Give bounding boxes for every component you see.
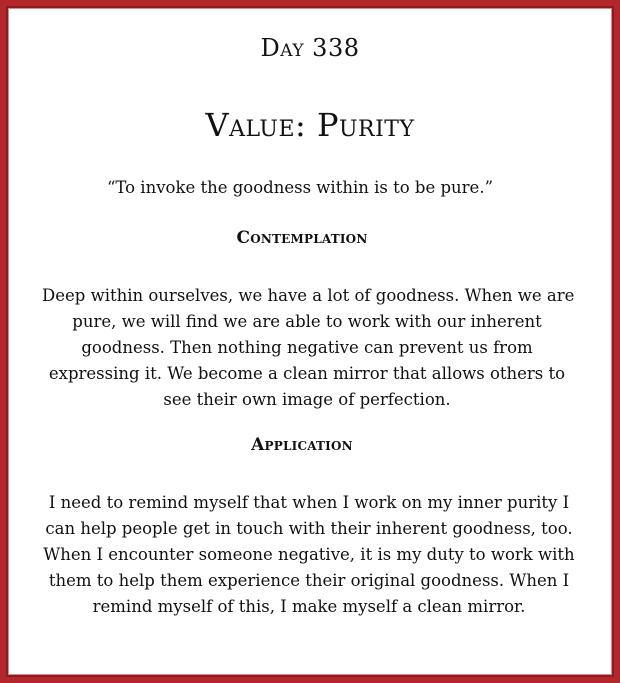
application-line: remind myself of this, I make myself a clean mirror. <box>92 597 526 616</box>
contemplation-heading: Contemplation <box>236 228 368 248</box>
contemplation-line: pure, we will find we are able to work with our inherent <box>72 312 542 331</box>
application-line: can help people get in touch with their inherent goodness, too. <box>45 519 573 538</box>
application-line: I need to remind myself that when I work on my inner purity I <box>48 493 570 512</box>
application-line: them to help them experience their original goodness. When I <box>48 571 570 590</box>
application-line: When I encounter someone negative, it is my duty to work with <box>43 545 575 564</box>
application-paragraph <box>30 490 588 620</box>
contemplation-line: Deep within ourselves, we have a lot of goodness. When we are <box>42 286 575 305</box>
value-title: Value: Purity <box>205 106 415 144</box>
contemplation-line: goodness. Then nothing negative can prevent us from <box>81 338 533 357</box>
quote: “To invoke the goodness within is to be pure.” <box>106 178 494 197</box>
day-label: Day 338 <box>260 34 360 62</box>
contemplation-paragraph <box>42 283 575 413</box>
contemplation-line: expressing it. We become a clean mirror that allows others to <box>48 364 566 383</box>
application-heading: Application <box>251 435 353 455</box>
contemplation-line: see their own image of perfection. <box>163 390 451 409</box>
